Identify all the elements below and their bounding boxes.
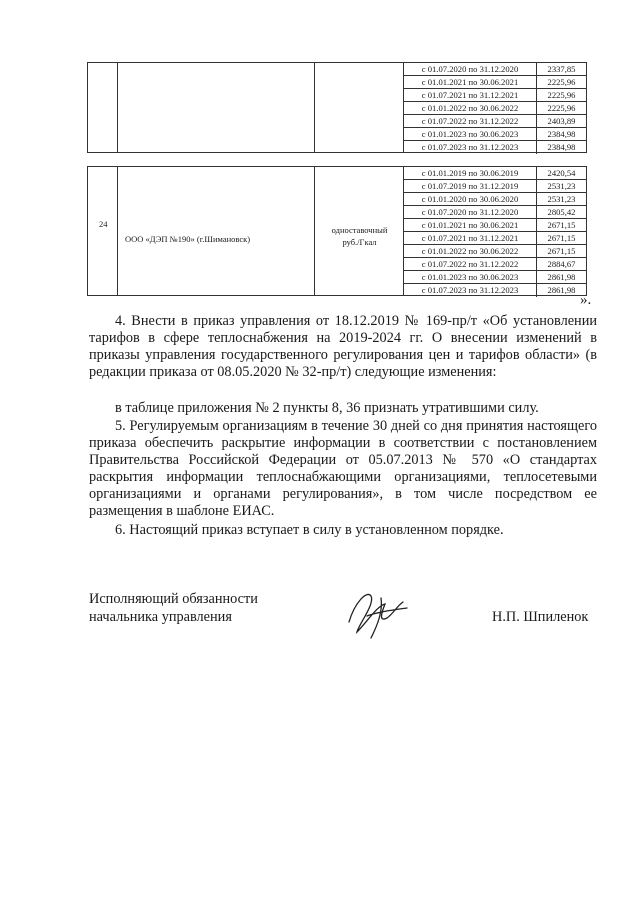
tariff-value: 2420,54 [547,168,576,178]
tariff-value: 2384,98 [547,142,576,152]
row-number: 24 [99,219,108,229]
tariff-row [404,284,586,297]
tariff-row [404,219,586,232]
tariff-row [404,141,586,154]
signatory-position-line1: Исполняющий обязанности [89,591,258,607]
tariff-table-part-2 [87,166,587,296]
table-rows [403,63,586,152]
tariff-value: 2861,98 [547,285,576,295]
tariff-value: 2671,15 [547,246,576,256]
tariff-row [404,271,586,284]
tariff-value: 2805,42 [547,207,576,217]
tariff-row [404,102,586,115]
tariff-value: 2861,98 [547,272,576,282]
tariff-row [404,167,586,180]
tariff-period: с 01.07.2022 по 31.12.2022 [404,258,537,270]
paragraph-5 [89,418,597,520]
tariff-period: с 01.07.2020 по 31.12.2020 [404,206,537,218]
tariff-period: с 01.07.2023 по 31.12.2023 [404,284,537,297]
tariff-period: с 01.01.2023 по 30.06.2023 [404,271,537,283]
paragraph-4a-text: в таблице приложения № 2 пункты 8, 36 признать утратившими силу. [115,400,539,416]
tariff-period: с 01.07.2021 по 31.12.2021 [404,89,537,101]
paragraph-6 [89,522,597,539]
paragraph-6-text: 6. Настоящий приказ вступает в силу в установленном порядке. [115,522,504,538]
tariff-row [404,258,586,271]
tariff-value: 2403,89 [547,116,576,126]
tariff-value: 2671,15 [547,233,576,243]
tariff-period: с 01.07.2021 по 31.12.2021 [404,232,537,244]
tariff-value: 2384,98 [547,129,576,139]
tariff-value: 2671,15 [547,220,576,230]
tariff-value: 2337,85 [547,64,576,74]
tariff-value: 2531,23 [547,181,576,191]
tariff-row [404,89,586,102]
tariff-value: 2531,23 [547,194,576,204]
table-col-number [88,167,118,295]
table-rows [403,167,586,295]
tariff-row [404,180,586,193]
tariff-value: 2225,96 [547,77,576,87]
table-col-org [118,63,315,152]
tariff-period: с 01.01.2021 по 30.06.2021 [404,219,537,231]
tariff-value: 2225,96 [547,103,576,113]
closing-quote: ». [580,292,592,308]
tariff-type: одноставочный [331,225,388,235]
tariff-row [404,76,586,89]
tariff-period: с 01.01.2022 по 30.06.2022 [404,102,537,114]
tariff-value: 2225,96 [547,90,576,100]
tariff-value: 2884,67 [547,259,576,269]
table-col-org [118,167,315,295]
tariff-table-part-1 [87,62,587,153]
paragraph-4-text: 4. Внести в приказ управления от 18.12.2019 № 169-пр/т «Об установлении тарифов в сфере теплоснабжения на 2019-2024 гг. О внесении изменений в приказы управления государственного регулирования цен и тарифов области» (в редакции приказа от 08.05.2020 № 32-пр/т) следующие изменения: [89,313,597,380]
tariff-row [404,63,586,76]
tariff-period: с 01.01.2019 по 30.06.2019 [404,167,537,179]
tariff-period: с 01.01.2020 по 30.06.2020 [404,193,537,205]
handwritten-signature [337,582,417,642]
table-col-type [315,63,404,152]
tariff-row [404,232,586,245]
tariff-row [404,193,586,206]
tariff-period: с 01.07.2020 по 31.12.2020 [404,63,537,75]
tariff-unit: руб./Гкал [342,237,377,247]
tariff-row [404,245,586,258]
tariff-row [404,115,586,128]
tariff-period: с 01.01.2021 по 30.06.2021 [404,76,537,88]
paragraph-4 [89,313,597,381]
table-col-number [88,63,118,152]
org-name: ООО «ДЭП №190» (г.Шимановск) [125,234,251,244]
paragraph-5-text: 5. Регулируемым организациям в течение 30 дней со дня принятия настоящего приказа обеспечить раскрытие информации в соответствии с постановлением Правительства Российской Федерации от 05.07.2013 № 570 «О стандартах раскрытия информации теплоснабжающими организациями, теплосетевыми организациями и органами регулирования», в том числе посредством ее размещения в шаблоне ЕИАС. [89,418,597,519]
tariff-row [404,128,586,141]
tariff-row [404,206,586,219]
paragraph-4a [89,400,597,417]
signatory-position-line2: начальника управления [89,609,232,625]
tariff-period: с 01.07.2023 по 31.12.2023 [404,141,537,154]
tariff-period: с 01.07.2022 по 31.12.2022 [404,115,537,127]
tariff-period: с 01.01.2022 по 30.06.2022 [404,245,537,257]
tariff-period: с 01.07.2019 по 31.12.2019 [404,180,537,192]
signatory-name: Н.П. Шпиленок [492,609,589,625]
tariff-period: с 01.01.2023 по 30.06.2023 [404,128,537,140]
